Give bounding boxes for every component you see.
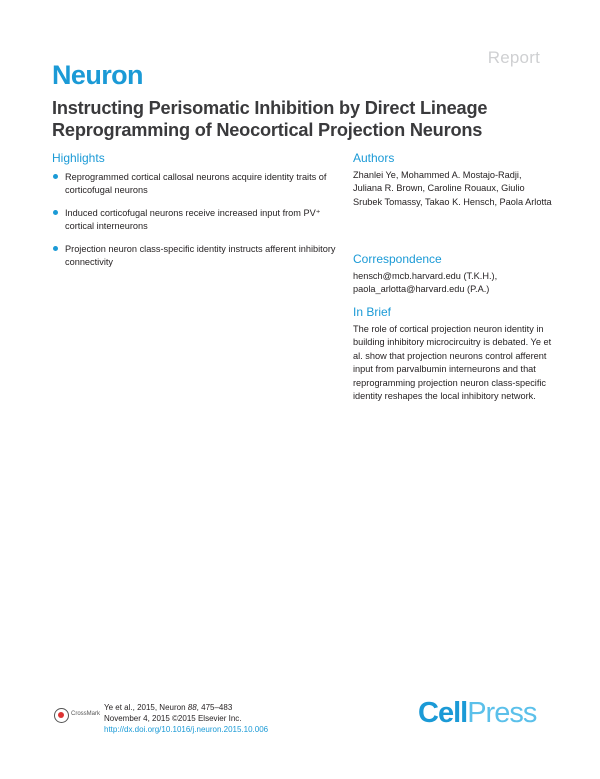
authors-heading: Authors	[353, 151, 395, 165]
in-brief-section	[353, 305, 553, 403]
bullet-icon	[53, 210, 58, 215]
article-type-label: Report	[487, 48, 540, 67]
date-line: November 4, 2015 ©2015 Elsevier Inc.	[104, 714, 242, 723]
citation-block	[104, 702, 268, 735]
article-title: Instructing Perisomatic Inhibition by Direct Lineage Reprogramming of Neocortical Projection Neurons	[52, 98, 488, 140]
crossmark-icon	[54, 708, 69, 723]
journal-name: Neuron	[52, 60, 143, 90]
highlights-list	[52, 171, 342, 269]
in-brief-heading: In Brief	[353, 305, 392, 319]
highlight-item	[52, 171, 342, 197]
correspondence-heading: Correspondence	[353, 252, 442, 266]
doi-link[interactable]: http://dx.doi.org/10.1016/j.neuron.2015.10.006	[104, 725, 269, 734]
bullet-icon	[53, 246, 58, 251]
crossmark-label: CrossMark	[71, 711, 101, 717]
bullet-icon	[53, 174, 58, 179]
in-brief-text: The role of cortical projection neuron identity in building inhibitory microcircuitry is debated. Ye et al. show that projection neurons control afferent input from parvalbumin interneurons and that reprogramming projection neuron class-specific identity reshapes the local inhibitory network.	[353, 324, 552, 402]
highlight-text: Induced corticofugal neurons receive increased input from PV⁺ cortical interneurons	[65, 208, 321, 231]
correspondence-section	[353, 252, 553, 297]
crossmark-logo[interactable]	[54, 707, 100, 725]
highlights-heading: Highlights	[52, 151, 105, 165]
highlight-text: Reprogrammed cortical callosal neurons acquire identity traits of corticofugal neurons	[65, 172, 327, 195]
correspondence-emails	[353, 270, 553, 297]
highlight-text: Projection neuron class-specific identity instructs afferent inhibitory connectivity	[65, 244, 336, 267]
email-arlotta[interactable]: paola_arlotta@harvard.edu (P.A.)	[353, 284, 490, 295]
cellpress-logo: CellPress	[418, 697, 537, 729]
volume: 88	[187, 703, 197, 712]
authors-list: Zhanlei Ye, Mohammed A. Mostajo-Radji, Juliana R. Brown, Caroline Rouaux, Giulio Srubek Tomassy, Takao K. Hensch, Paola Arlotta	[353, 170, 552, 207]
email-hensch[interactable]: hensch@mcb.harvard.edu (T.K.H.),	[353, 271, 498, 281]
citation-line: Ye et al., 2015, Neuron 88, 475–483	[104, 703, 233, 712]
authors-section	[353, 151, 553, 209]
highlight-item	[52, 243, 342, 269]
highlight-item	[52, 207, 342, 233]
highlights-section	[52, 151, 342, 279]
